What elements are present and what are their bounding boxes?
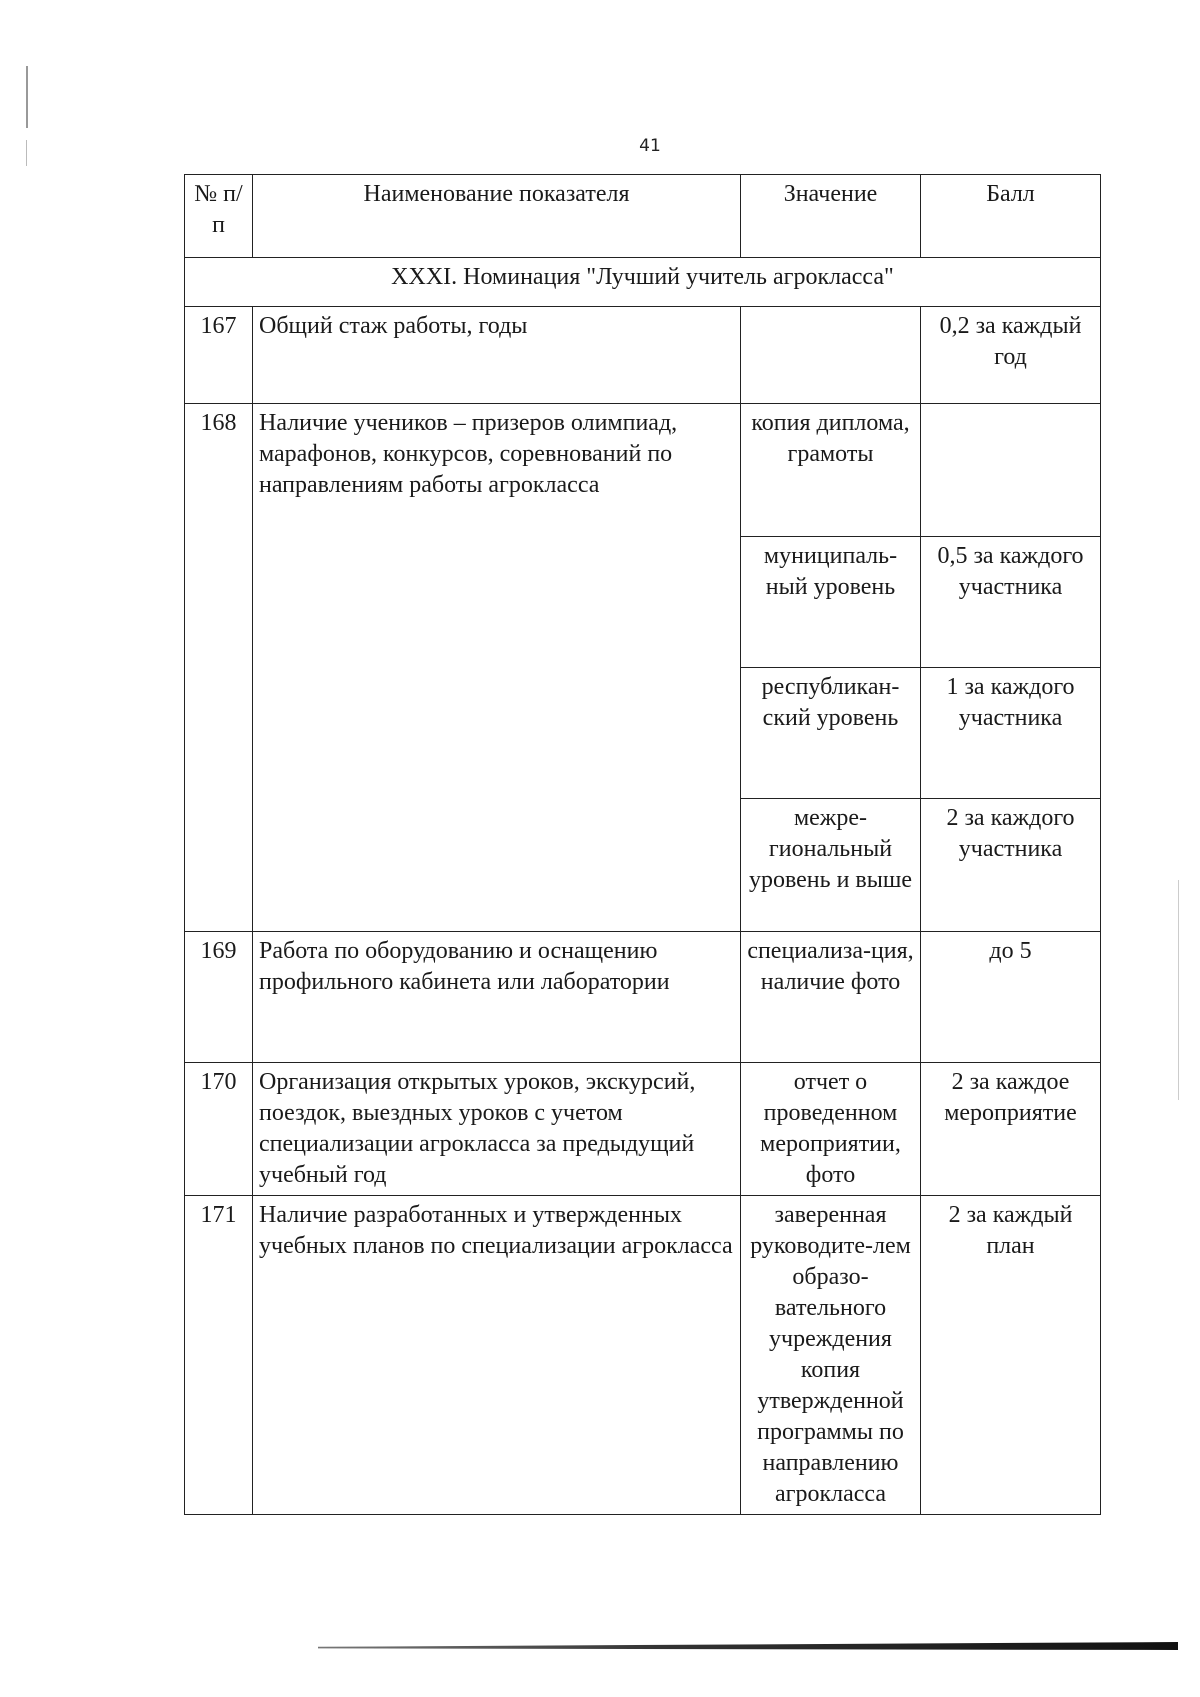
row-score [921, 404, 1101, 537]
scan-artifact [26, 66, 28, 128]
table-row [185, 1196, 1101, 1515]
row-score: 0,2 за каждый год [921, 307, 1101, 404]
section-title: XXXI. Номинация "Лучший учитель агрокласса" [185, 258, 1101, 307]
row-score: 2 за каждое мероприятие [921, 1063, 1101, 1196]
scan-artifact [1178, 880, 1179, 1100]
table-row [185, 404, 1101, 537]
row-score: 2 за каждый план [921, 1196, 1101, 1515]
header-num: № п/п [185, 175, 253, 258]
row-score: 0,5 за каждого участника [921, 537, 1101, 668]
row-num: 167 [185, 307, 253, 404]
row-score: до 5 [921, 932, 1101, 1063]
row-name: Общий стаж работы, годы [253, 307, 741, 404]
row-score: 2 за каждого участника [921, 799, 1101, 932]
indicators-table [184, 174, 1101, 1515]
row-value [741, 307, 921, 404]
row-name: Организация открытых уроков, экскурсий, поездок, выездных уроков с учетом специализации агрокласса за предыдущий учебный год [253, 1063, 741, 1196]
row-name: Наличие разработанных и утвержденных учебных планов по специализации агрокласса [253, 1196, 741, 1515]
row-name: Наличие учеников – призеров олимпиад, марафонов, конкурсов, соревнований по направлениям работы агрокласса [253, 404, 741, 932]
row-value: копия диплома, грамоты [741, 404, 921, 537]
table-row [185, 1063, 1101, 1196]
row-num: 168 [185, 404, 253, 932]
row-value: межре-гиональный уровень и выше [741, 799, 921, 932]
row-value: отчет о проведенном мероприятии, фото [741, 1063, 921, 1196]
row-value: заверенная руководите-лем образо-вательного учреждения копия утвержденной программы по направлению агрокласса [741, 1196, 921, 1515]
table-header-row [185, 175, 1101, 258]
row-num: 169 [185, 932, 253, 1063]
table-row [185, 307, 1101, 404]
row-value: муниципаль-ный уровень [741, 537, 921, 668]
bottom-rule [318, 1642, 1178, 1650]
row-value: специализа-ция, наличие фото [741, 932, 921, 1063]
page-number: 41 [639, 136, 661, 156]
header-value: Значение [741, 175, 921, 258]
header-name: Наименование показателя [253, 175, 741, 258]
row-value: республикан-ский уровень [741, 668, 921, 799]
row-num: 171 [185, 1196, 253, 1515]
row-score: 1 за каждого участника [921, 668, 1101, 799]
section-row [185, 258, 1101, 307]
table-row [185, 932, 1101, 1063]
header-score: Балл [921, 175, 1101, 258]
row-name: Работа по оборудованию и оснащению профильного кабинета или лаборатории [253, 932, 741, 1063]
row-num: 170 [185, 1063, 253, 1196]
